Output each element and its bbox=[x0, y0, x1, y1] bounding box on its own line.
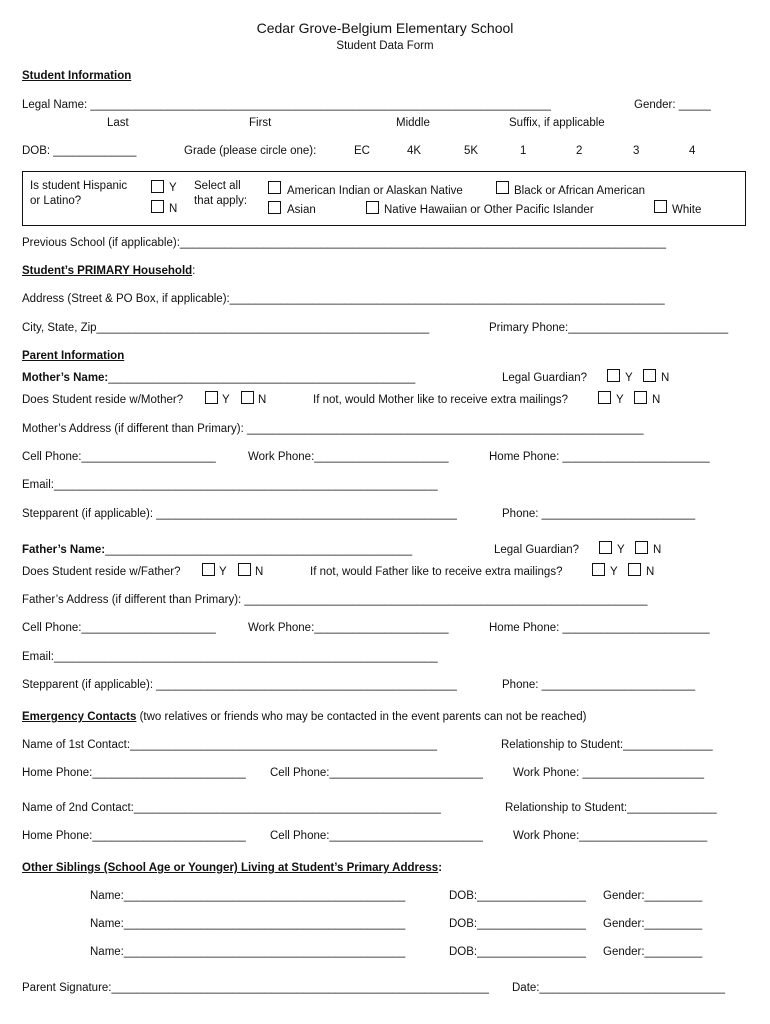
father-mailings-yes-label: Y bbox=[610, 566, 618, 578]
race-american-indian-checkbox[interactable] bbox=[268, 181, 281, 194]
first-caption: First bbox=[249, 117, 272, 129]
race-hawaiian-label: Native Hawaiian or Other Pacific Islander bbox=[384, 204, 594, 216]
mother-stepparent-field[interactable]: Stepparent (if applicable): _______________________________________________ bbox=[22, 508, 457, 520]
grade-label: Grade (please circle one): bbox=[184, 145, 317, 157]
contact2-cell-phone-field[interactable]: Cell Phone:________________________ bbox=[270, 830, 483, 842]
contact1-name-field[interactable]: Name of 1st Contact:________________________________________________ bbox=[22, 739, 438, 751]
father-home-phone-field[interactable]: Home Phone: _______________________ bbox=[489, 622, 710, 634]
mother-email-field[interactable]: Email:____________________________________________________________ bbox=[22, 479, 438, 491]
father-stepparent-phone-field[interactable]: Phone: ________________________ bbox=[502, 679, 696, 691]
select-all-label: Select all bbox=[194, 180, 241, 192]
siblings-colon: : bbox=[438, 862, 443, 874]
father-stepparent-field[interactable]: Stepparent (if applicable): _______________________________________________ bbox=[22, 679, 457, 691]
race-asian-label: Asian bbox=[287, 204, 316, 216]
address-field[interactable]: Address (Street & PO Box, if applicable):____________________________________________________________________ bbox=[22, 293, 665, 305]
mother-mailings-question: If not, would Mother like to receive extra mailings? bbox=[313, 394, 569, 406]
mother-mailings-no-checkbox[interactable] bbox=[634, 391, 647, 404]
form-title: Student Data Form bbox=[336, 40, 434, 52]
father-mailings-no-label: N bbox=[646, 566, 655, 578]
suffix-caption: Suffix, if applicable bbox=[509, 117, 605, 129]
sibling2-name-field[interactable]: Name:____________________________________________ bbox=[90, 918, 406, 930]
contact2-relationship-field[interactable]: Relationship to Student:______________ bbox=[505, 802, 717, 814]
mother-address-field[interactable]: Mother’s Address (if different than Primary): ______________________________________________________________ bbox=[22, 423, 644, 435]
city-state-zip-field[interactable]: City, State, Zip____________________________________________________ bbox=[22, 322, 430, 334]
hispanic-yes-checkbox[interactable] bbox=[151, 180, 164, 193]
sibling2-dob-field[interactable]: DOB:_________________ bbox=[449, 918, 586, 930]
reside-father-no-checkbox[interactable] bbox=[238, 563, 251, 576]
mother-guardian-yes-label: Y bbox=[625, 372, 633, 384]
primary-household-title: Student’s PRIMARY Household bbox=[22, 265, 193, 277]
hispanic-no-checkbox[interactable] bbox=[151, 200, 164, 213]
grade-option-4[interactable]: 4 bbox=[689, 145, 696, 157]
reside-father-question: Does Student reside w/Father? bbox=[22, 566, 181, 578]
mother-guardian-no-label: N bbox=[661, 372, 670, 384]
hispanic-no-label: N bbox=[169, 203, 178, 215]
father-guardian-no-checkbox[interactable] bbox=[635, 541, 648, 554]
father-email-field[interactable]: Email:____________________________________________________________ bbox=[22, 651, 438, 663]
sibling3-name-field[interactable]: Name:____________________________________________ bbox=[90, 946, 406, 958]
race-black-checkbox[interactable] bbox=[496, 181, 509, 194]
race-white-checkbox[interactable] bbox=[654, 200, 667, 213]
reside-father-yes-checkbox[interactable] bbox=[202, 563, 215, 576]
race-asian-checkbox[interactable] bbox=[268, 201, 281, 214]
middle-caption: Middle bbox=[396, 117, 430, 129]
contact2-work-phone-field[interactable]: Work Phone:____________________ bbox=[513, 830, 708, 842]
previous-school-field[interactable]: Previous School (if applicable):____________________________________________________________________________ bbox=[22, 237, 666, 249]
sibling1-gender-field[interactable]: Gender:_________ bbox=[603, 890, 703, 902]
father-mailings-question: If not, would Father like to receive extra mailings? bbox=[310, 566, 563, 578]
father-address-field[interactable]: Father’s Address (if different than Primary): _______________________________________________________________ bbox=[22, 594, 648, 606]
father-cell-phone-field[interactable]: Cell Phone:_____________________ bbox=[22, 622, 216, 634]
sibling1-name-field[interactable]: Name:____________________________________________ bbox=[90, 890, 406, 902]
reside-father-no-label: N bbox=[255, 566, 264, 578]
grade-option-3[interactable]: 3 bbox=[633, 145, 640, 157]
parent-info-heading: Parent Information bbox=[22, 350, 125, 362]
emergency-contacts-note: (two relatives or friends who may be contacted in the event parents can not be reached) bbox=[136, 711, 587, 723]
grade-option-4k[interactable]: 4K bbox=[407, 145, 422, 157]
hispanic-yes-label: Y bbox=[169, 182, 177, 194]
select-all-label-cont: that apply: bbox=[194, 195, 248, 207]
sibling3-dob-field[interactable]: DOB:_________________ bbox=[449, 946, 586, 958]
father-guardian-no-label: N bbox=[653, 544, 662, 556]
father-name-label: Father’s Name: bbox=[22, 544, 106, 556]
father-mailings-no-checkbox[interactable] bbox=[628, 563, 641, 576]
father-name-field[interactable] bbox=[22, 543, 412, 557]
mother-cell-phone-field[interactable]: Cell Phone:_____________________ bbox=[22, 451, 216, 463]
mother-guardian-yes-checkbox[interactable] bbox=[607, 369, 620, 382]
reside-father-yes-label: Y bbox=[219, 566, 227, 578]
siblings-heading bbox=[22, 861, 442, 875]
contact2-home-phone-field[interactable]: Home Phone:________________________ bbox=[22, 830, 246, 842]
race-black-label: Black or African American bbox=[514, 185, 646, 197]
ethnicity-race-box bbox=[22, 171, 746, 226]
contact1-relationship-field[interactable]: Relationship to Student:______________ bbox=[501, 739, 713, 751]
grade-option-1[interactable]: 1 bbox=[520, 145, 527, 157]
grade-option-ec[interactable]: EC bbox=[354, 145, 370, 157]
siblings-title: Other Siblings (School Age or Younger) Living at Student’s Primary Address bbox=[22, 862, 439, 874]
mother-home-phone-field[interactable]: Home Phone: _______________________ bbox=[489, 451, 710, 463]
mother-work-phone-field[interactable]: Work Phone:_____________________ bbox=[248, 451, 449, 463]
grade-option-5k[interactable]: 5K bbox=[464, 145, 479, 157]
mother-guardian-no-checkbox[interactable] bbox=[643, 369, 656, 382]
hispanic-question: Is student Hispanic bbox=[30, 180, 128, 192]
mother-stepparent-phone-field[interactable]: Phone: ________________________ bbox=[502, 508, 696, 520]
contact2-name-field[interactable]: Name of 2nd Contact:________________________________________________ bbox=[22, 802, 441, 814]
mother-mailings-yes-label: Y bbox=[616, 394, 624, 406]
contact1-cell-phone-field[interactable]: Cell Phone:________________________ bbox=[270, 767, 483, 779]
reside-mother-yes-label: Y bbox=[222, 394, 230, 406]
mother-name-line: ________________________________________________ bbox=[108, 372, 416, 384]
mother-name-field[interactable] bbox=[22, 371, 415, 385]
primary-phone-field[interactable]: Primary Phone:_________________________ bbox=[489, 322, 729, 334]
sibling3-gender-field[interactable]: Gender:_________ bbox=[603, 946, 703, 958]
emergency-contacts-title: Emergency Contacts bbox=[22, 711, 137, 723]
gender-field[interactable]: Gender: _____ bbox=[634, 99, 711, 111]
race-hawaiian-checkbox[interactable] bbox=[366, 201, 379, 214]
father-work-phone-field[interactable]: Work Phone:_____________________ bbox=[248, 622, 449, 634]
father-legal-guardian-label: Legal Guardian? bbox=[494, 544, 580, 556]
father-name-line: ________________________________________________ bbox=[105, 544, 413, 556]
race-white-label: White bbox=[672, 204, 702, 216]
signature-date-field[interactable]: Date:_____________________________ bbox=[512, 982, 725, 994]
father-guardian-yes-label: Y bbox=[617, 544, 625, 556]
mother-mailings-yes-checkbox[interactable] bbox=[598, 391, 611, 404]
race-american-indian-label: American Indian or Alaskan Native bbox=[287, 185, 463, 197]
reside-mother-no-checkbox[interactable] bbox=[241, 391, 254, 404]
reside-mother-question: Does Student reside w/Mother? bbox=[22, 394, 184, 406]
last-caption: Last bbox=[107, 117, 129, 129]
mother-name-label: Mother’s Name: bbox=[22, 372, 109, 384]
reside-mother-yes-checkbox[interactable] bbox=[205, 391, 218, 404]
father-mailings-yes-checkbox[interactable] bbox=[592, 563, 605, 576]
reside-mother-no-label: N bbox=[258, 394, 267, 406]
student-info-heading: Student Information bbox=[22, 70, 132, 82]
hispanic-question-cont: or Latino? bbox=[30, 195, 82, 207]
father-guardian-yes-checkbox[interactable] bbox=[599, 541, 612, 554]
grade-option-2[interactable]: 2 bbox=[576, 145, 583, 157]
parent-signature-field[interactable]: Parent Signature:___________________________________________________________ bbox=[22, 982, 489, 994]
dob-field[interactable]: DOB: _____________ bbox=[22, 145, 137, 157]
primary-household-heading bbox=[22, 264, 195, 278]
primary-household-colon: : bbox=[192, 265, 196, 277]
mother-mailings-no-label: N bbox=[652, 394, 661, 406]
contact1-home-phone-field[interactable]: Home Phone:________________________ bbox=[22, 767, 246, 779]
school-name: Cedar Grove-Belgium Elementary School bbox=[256, 20, 514, 36]
emergency-contacts-heading bbox=[22, 710, 586, 724]
sibling2-gender-field[interactable]: Gender:_________ bbox=[603, 918, 703, 930]
sibling1-dob-field[interactable]: DOB:_________________ bbox=[449, 890, 586, 902]
legal-name-field[interactable]: Legal Name: ________________________________________________________________________ bbox=[22, 99, 551, 111]
mother-legal-guardian-label: Legal Guardian? bbox=[502, 372, 588, 384]
contact1-work-phone-field[interactable]: Work Phone: ___________________ bbox=[513, 767, 704, 779]
